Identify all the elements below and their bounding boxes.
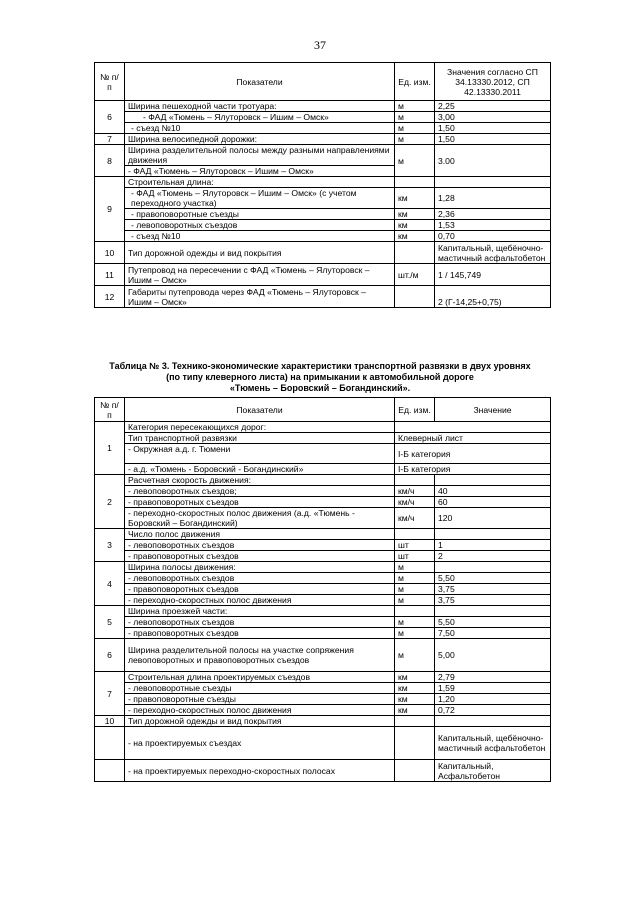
table-row: - Окружная а.д. г. Тюмени I-Б категория	[95, 444, 551, 464]
table-row: - на проектируемых переходно-скоростных полосах Капитальный, Асфальтобетон	[95, 760, 551, 782]
table-row: 8 Ширина разделительной полосы между разными направлениями движения м 3.00	[95, 145, 551, 166]
table-row: - правоповоротных съездов м 3,75	[95, 584, 551, 595]
table-row: 3 Число полос движения	[95, 529, 551, 540]
table-caption: Таблица № 3. Технико-экономические характеристики транспортной развязки в двух уровнях (по типу клеверного листа) на примыкании к автомобильной дороге «Тюмень – Боровский – Богандинский».	[109, 361, 531, 393]
table-row: 10 Тип дорожной одежды и вид покрытия Капитальный, щебёночно-мастичный асфальтобетон	[95, 242, 551, 264]
table-row: - ФАД «Тюмень – Ялуторовск – Ишим – Омск» (с учетом переходного участка) км 1,28	[95, 188, 551, 209]
header-unit: Ед. изм.	[395, 398, 435, 422]
table-row: - переходно-скоростных полос движения км 0,72	[95, 705, 551, 716]
table-row: 1 Категория пересекающихся дорог:	[95, 422, 551, 433]
header-values: Значения согласно СП 34.13330.2012, СП 42.13330.2011	[435, 63, 551, 101]
header-value: Значение	[435, 398, 551, 422]
table-row: - правоповоротных съездов км/ч 60	[95, 497, 551, 508]
table-row: Тип транспортной развязки Клеверный лист	[95, 433, 551, 444]
header-num: № п/п	[95, 398, 125, 422]
table-row: 12 Габариты путепровода через ФАД «Тюмень – Ялуторовск – Ишим – Омск» 2 (Г-14,25+0,75)	[95, 286, 551, 308]
table-row: 4 Ширина полосы движения: м	[95, 562, 551, 573]
table-row: - правоповоротных съездов шт 2	[95, 551, 551, 562]
indicators-table-2	[94, 397, 551, 782]
table-row: 2 Расчетная скорость движения:	[95, 475, 551, 486]
table-row: - на проектируемых съездах Капитальный, щебёночно-мастичный асфальтобетон	[95, 727, 551, 760]
table-row: - левоповоротных съездов шт 1	[95, 540, 551, 551]
table-row: - съезд №10 м 1,50	[95, 123, 551, 134]
header-unit: Ед. изм.	[395, 63, 435, 101]
table-row: - съезд №10 км 0,70	[95, 231, 551, 242]
header-num: № п/п	[95, 63, 125, 101]
table-row: 5 Ширина проезжей части:	[95, 606, 551, 617]
table-row: - левоповоротных съездов; км/ч 40	[95, 486, 551, 497]
header-indicators: Показатели	[125, 63, 395, 101]
table-row: - левоповоротных съездов км 1,53	[95, 220, 551, 231]
header-indicators: Показатели	[125, 398, 395, 422]
table-row: - правоповоротных съездов м 7,50	[95, 628, 551, 639]
table-row: - правоповоротные съезды км 1,20	[95, 694, 551, 705]
table-row: - левоповоротных съездов м 5,50	[95, 573, 551, 584]
table-row: 9 Строительная длина:	[95, 177, 551, 188]
indicators-table-1	[94, 62, 551, 308]
table-row: - переходно-скоростных полос движения (а.д. «Тюмень - Боровский – Богандинский) км/ч 120	[95, 508, 551, 529]
table-row: 10 Тип дорожной одежды и вид покрытия	[95, 716, 551, 727]
table-row: - левоповоротные съезды км 1,59	[95, 683, 551, 694]
table-row: - левоповоротных съездов м 5,50	[95, 617, 551, 628]
table-row: - правоповоротные съезды км 2,36	[95, 209, 551, 220]
table-row: - переходно-скоростных полос движения м 3,75	[95, 595, 551, 606]
table-row: 11 Путепровод на пересечении с ФАД «Тюмень – Ялуторовск – Ишим – Омск» шт./м 1 / 145,749	[95, 264, 551, 286]
table-row: 7 Строительная длина проектируемых съездов км 2,79	[95, 672, 551, 683]
page-number: 37	[314, 38, 326, 52]
table-row: 7 Ширина велосипедной дорожки: м 1,50	[95, 134, 551, 145]
table-row: 6 Ширина пешеходной части тротуара: м 2,25	[95, 101, 551, 112]
table-row: - ФАД «Тюмень – Ялуторовск – Ишим – Омск»	[95, 166, 551, 177]
table-row: 6 Ширина разделительной полосы на участке сопряжения левоповоротных и правоповоротных съездов м 5,00	[95, 639, 551, 672]
table-row: - ФАД «Тюмень – Ялуторовск – Ишим – Омск» м 3,00	[95, 112, 551, 123]
table-row: - а.д. «Тюмень - Боровский - Богандинский» I-Б категория	[95, 464, 551, 475]
